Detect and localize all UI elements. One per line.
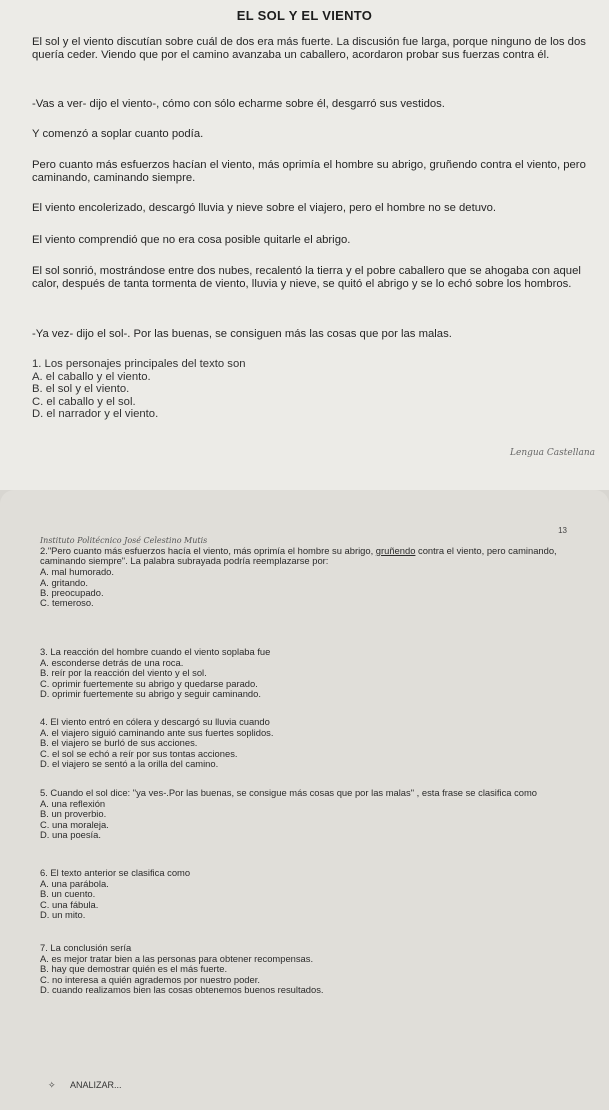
question-2-option[interactable]: A. mal humorado. bbox=[40, 566, 114, 578]
question-4-option[interactable]: B. el viajero se burló de sus acciones. bbox=[40, 737, 198, 749]
question-6-option[interactable]: C. una fábula. bbox=[40, 898, 99, 910]
question-5 bbox=[40, 788, 575, 840]
question-5-option[interactable]: C. una moraleja. bbox=[40, 818, 109, 830]
question-4-option[interactable]: D. el viajero se sentó a la orilla del camino. bbox=[40, 757, 219, 769]
question-7-option[interactable]: D. cuando realizamos bien las cosas obtenemos buenos resultados. bbox=[40, 983, 324, 995]
question-3-option[interactable]: D. oprimir fuertemente su abrigo y seguir caminando. bbox=[40, 687, 261, 699]
question-1-option-c[interactable]: C. el caballo y el sol. bbox=[32, 395, 136, 408]
paragraph-7: El sol sonrió, mostrándose entre dos nubes, recalentó la tierra y el pobre caballero que se ahogaba con aquel calor, después de tanta tormenta de viento, lluvia y nieve, se quitó el abrigo y se lo echó sobre los hombros. bbox=[32, 265, 581, 290]
paragraph-1: El sol y el viento discutían sobre cuál de dos era más fuerte. La discusión fue larga, porque ninguno de los dos quería ceder. Viendo que por el camino avanzaba un caballero, acordaron probar sus fuerzas contra él. bbox=[32, 36, 586, 61]
question-3-option[interactable]: B. reír por la reacción del viento y el sol. bbox=[40, 667, 207, 679]
paragraph-5: El viento encolerizado, descargó lluvia y nieve sobre el viajero, pero el hombre no se detuvo. bbox=[32, 202, 497, 214]
question-4-option[interactable]: C. el sol se echó a reír por sus tontas acciones. bbox=[40, 747, 238, 759]
document-page-1 bbox=[0, 0, 609, 490]
question-6 bbox=[40, 868, 575, 920]
question-2-stem-start: 2."Pero cuanto más esfuerzos hacía el viento, más oprimía el hombre su abrigo, bbox=[40, 545, 376, 556]
question-7-option[interactable]: C. no interesa a quién agrademos por nuestro poder. bbox=[40, 973, 260, 985]
question-3-option[interactable]: C. oprimir fuertemente su abrigo y quedarse parado. bbox=[40, 677, 258, 689]
question-5-option[interactable]: B. un proverbio. bbox=[40, 808, 107, 820]
document-title: EL SOL Y EL VIENTO bbox=[236, 8, 373, 23]
question-2-option[interactable]: B. preocupado. bbox=[40, 586, 104, 598]
paragraph-3: Y comenzó a soplar cuanto podía. bbox=[32, 128, 204, 140]
question-3-stem: 3. La reacción del hombre cuando el viento soplaba fue bbox=[40, 646, 271, 657]
question-2-option[interactable]: A. gritando. bbox=[40, 576, 88, 588]
question-2-option[interactable]: C. temeroso. bbox=[40, 597, 94, 609]
question-1-option-a[interactable]: A. el caballo y el viento. bbox=[32, 370, 151, 383]
question-5-stem: 5. Cuando el sol dice: "ya ves-.Por las buenas, se consigue más cosas que por las malas" , esta frase se clasifica como bbox=[40, 787, 538, 798]
question-4-option[interactable]: A. el viajero siguió caminando ante sus fuertes soplidos. bbox=[40, 727, 274, 739]
question-7-option[interactable]: B. hay que demostrar quién es el más fuerte. bbox=[40, 963, 228, 975]
question-5-option[interactable]: A. una reflexión bbox=[40, 798, 106, 810]
question-4-stem: 4. El viento entró en cólera y descargó su lluvia cuando bbox=[40, 716, 270, 727]
subject-signature: Lengua Castellana bbox=[510, 448, 595, 458]
question-6-stem: 6. El texto anterior se clasifica como bbox=[40, 867, 191, 878]
document-page-2 bbox=[0, 490, 609, 1110]
question-2 bbox=[40, 546, 575, 608]
footer-instruction: ANALIZAR... bbox=[70, 1080, 122, 1090]
question-6-option[interactable]: D. un mito. bbox=[40, 908, 86, 920]
question-3-option[interactable]: A. esconderse detrás de una roca. bbox=[40, 657, 184, 669]
question-7-stem: 7. La conclusión sería bbox=[40, 942, 132, 953]
question-2-stem-end: contra el viento, pero caminando, caminando siempre". La palabra subrayada podría reemplazarse por: bbox=[40, 545, 557, 567]
page-number: 13 bbox=[558, 526, 567, 535]
question-7 bbox=[40, 943, 575, 995]
question-7-option[interactable]: A. es mejor tratar bien a las personas para obtener recompensas. bbox=[40, 953, 314, 965]
question-5-option[interactable]: D. una poesía. bbox=[40, 828, 101, 840]
question-6-option[interactable]: A. una parábola. bbox=[40, 878, 109, 890]
question-2-stem bbox=[40, 546, 575, 566]
question-1-stem: 1. Los personajes principales del texto son bbox=[32, 358, 246, 370]
paragraph-8: -Ya vez- dijo el sol-. Por las buenas, se consiguen más las cosas que por las malas. bbox=[32, 328, 452, 340]
school-header: Instituto Politécnico José Celestino Mutis bbox=[40, 536, 208, 545]
question-6-option[interactable]: B. un cuento. bbox=[40, 888, 96, 900]
question-3 bbox=[40, 647, 575, 699]
diamond-bullet-icon: ✧ bbox=[48, 1080, 56, 1090]
question-4 bbox=[40, 717, 575, 769]
paragraph-2: -Vas a ver- dijo el viento-, cómo con sólo echarme sobre él, desgarró sus vestidos. bbox=[32, 98, 445, 110]
question-1-option-b[interactable]: B. el sol y el viento. bbox=[32, 383, 130, 395]
paragraph-6: El viento comprendió que no era cosa posible quitarle el abrigo. bbox=[32, 234, 351, 246]
question-1-option-d[interactable]: D. el narrador y el viento. bbox=[32, 408, 159, 420]
question-1 bbox=[32, 358, 594, 421]
paragraph-4: Pero cuanto más esfuerzos hacían el viento, más oprimía el hombre su abrigo, gruñendo contra el viento, pero caminando, caminando siempre. bbox=[32, 159, 586, 184]
underlined-word: gruñendo bbox=[375, 545, 416, 556]
